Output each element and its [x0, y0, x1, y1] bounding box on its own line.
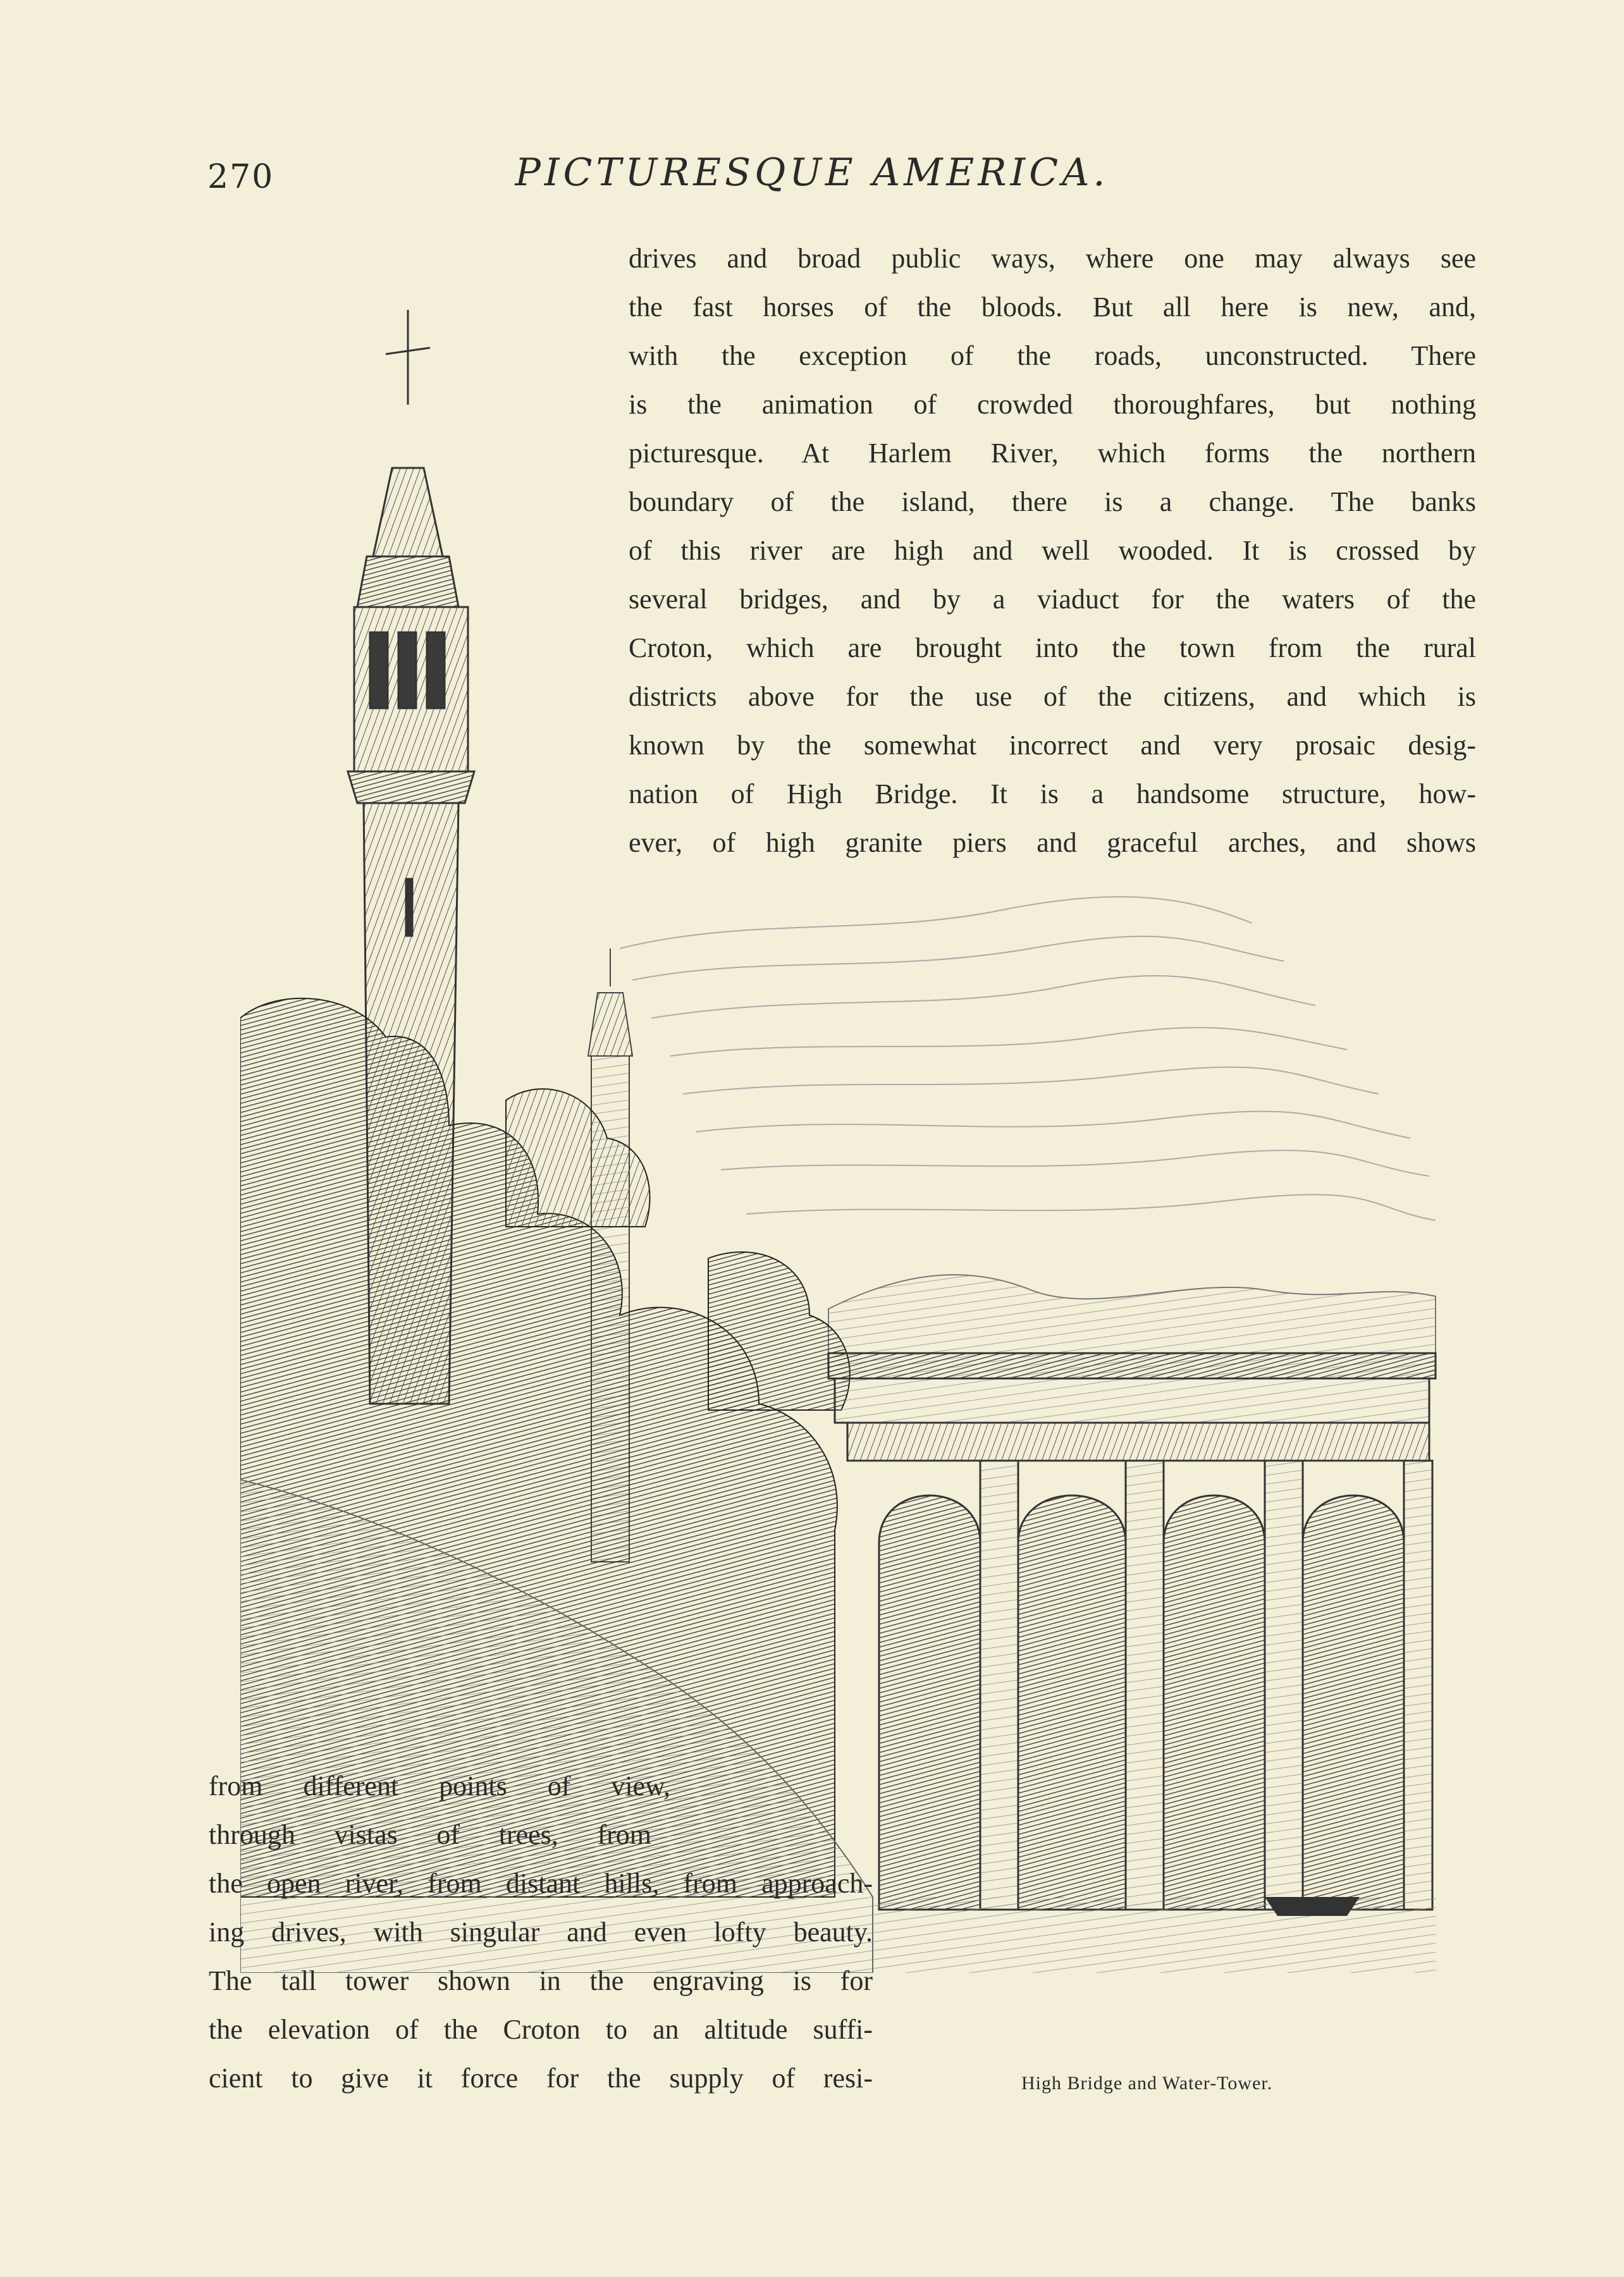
text-line: is the animation of crowded thoroughfares, but nothing [629, 389, 1476, 420]
text-line: nation of High Bridge. It is a handsome structure, how- [629, 778, 1476, 809]
lower-paragraph [209, 1762, 873, 2102]
text-line: the elevation of the Croton to an altitude suffi- [209, 2014, 873, 2045]
text-line: Croton, which are brought into the town from the rural [629, 632, 1476, 663]
text-line: known by the somewhat incorrect and very prosaic desig- [629, 730, 1476, 761]
running-head: PICTURESQUE AMERICA. [515, 150, 1109, 195]
text-line: boundary of the island, there is a change. The banks [629, 486, 1476, 517]
text-line: ever, of high granite piers and graceful arches, and shows [629, 827, 1476, 858]
text-line: The tall tower shown in the engraving is for [209, 1965, 873, 1996]
upper-paragraph [629, 234, 1476, 867]
text-line: the fast horses of the bloods. But all here is new, and, [629, 292, 1476, 322]
text-line: through vistas of trees, from [209, 1819, 651, 1850]
text-line: from different points of view, [209, 1771, 670, 1801]
text-line: several bridges, and by a viaduct for the waters of the [629, 584, 1476, 615]
high-bridge-viaduct [828, 1353, 1436, 1910]
text-line: the open river, from distant hills, from approach- [209, 1868, 873, 1899]
sky-clouds [620, 897, 1436, 1220]
text-line: picturesque. At Harlem River, which forms the northern [629, 438, 1476, 469]
text-line: districts above for the use of the citizens, and which is [629, 681, 1476, 712]
text-line: of this river are high and well wooded. It is crossed by [629, 535, 1476, 566]
page-number: 270 [207, 158, 274, 196]
figure-caption: High Bridge and Water-Tower. [1021, 2073, 1273, 2094]
text-line: cient to give it force for the supply of resi- [209, 2063, 873, 2094]
steamboat [1265, 1897, 1360, 1916]
text-line: ing drives, with singular and even lofty beauty. [209, 1917, 873, 1948]
text-line: with the exception of the roads, unconstructed. There [629, 340, 1476, 371]
text-line: drives and broad public ways, where one may always see [629, 243, 1476, 274]
